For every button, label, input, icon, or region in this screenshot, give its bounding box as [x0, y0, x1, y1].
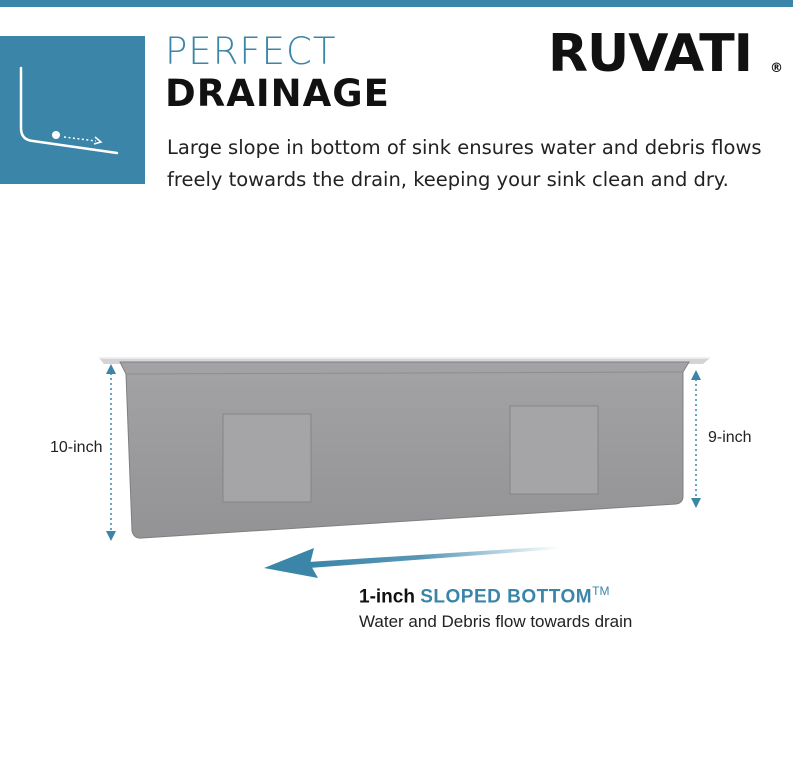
dimension-line-left	[106, 364, 116, 541]
title-perfect: PERFECT	[165, 30, 337, 73]
height-label-left: 10-inch	[50, 439, 103, 456]
trademark-mark: TM	[592, 584, 610, 598]
height-label-right: 9-inch	[708, 429, 752, 446]
mounting-pad-left	[223, 414, 311, 502]
flow-caption: Water and Debris flow towards drain	[359, 612, 633, 631]
flow-arrow	[264, 546, 560, 578]
dimension-line-right	[691, 370, 701, 508]
mounting-pad-right	[510, 406, 598, 494]
slope-measure: 1-inch	[359, 586, 415, 608]
logo-text: RUVATI	[548, 24, 753, 84]
sloped-bottom-label: SLOPED BOTTOM	[420, 586, 593, 608]
sloped-bottom-heading	[359, 584, 609, 608]
registered-mark: ®	[770, 61, 783, 76]
title-drainage: DRAINAGE	[165, 72, 390, 115]
sink-body	[120, 362, 689, 538]
description-text: Large slope in bottom of sink ensures water and debris flows freely towards the drain, keeping your sink clean and dry.	[167, 136, 762, 191]
